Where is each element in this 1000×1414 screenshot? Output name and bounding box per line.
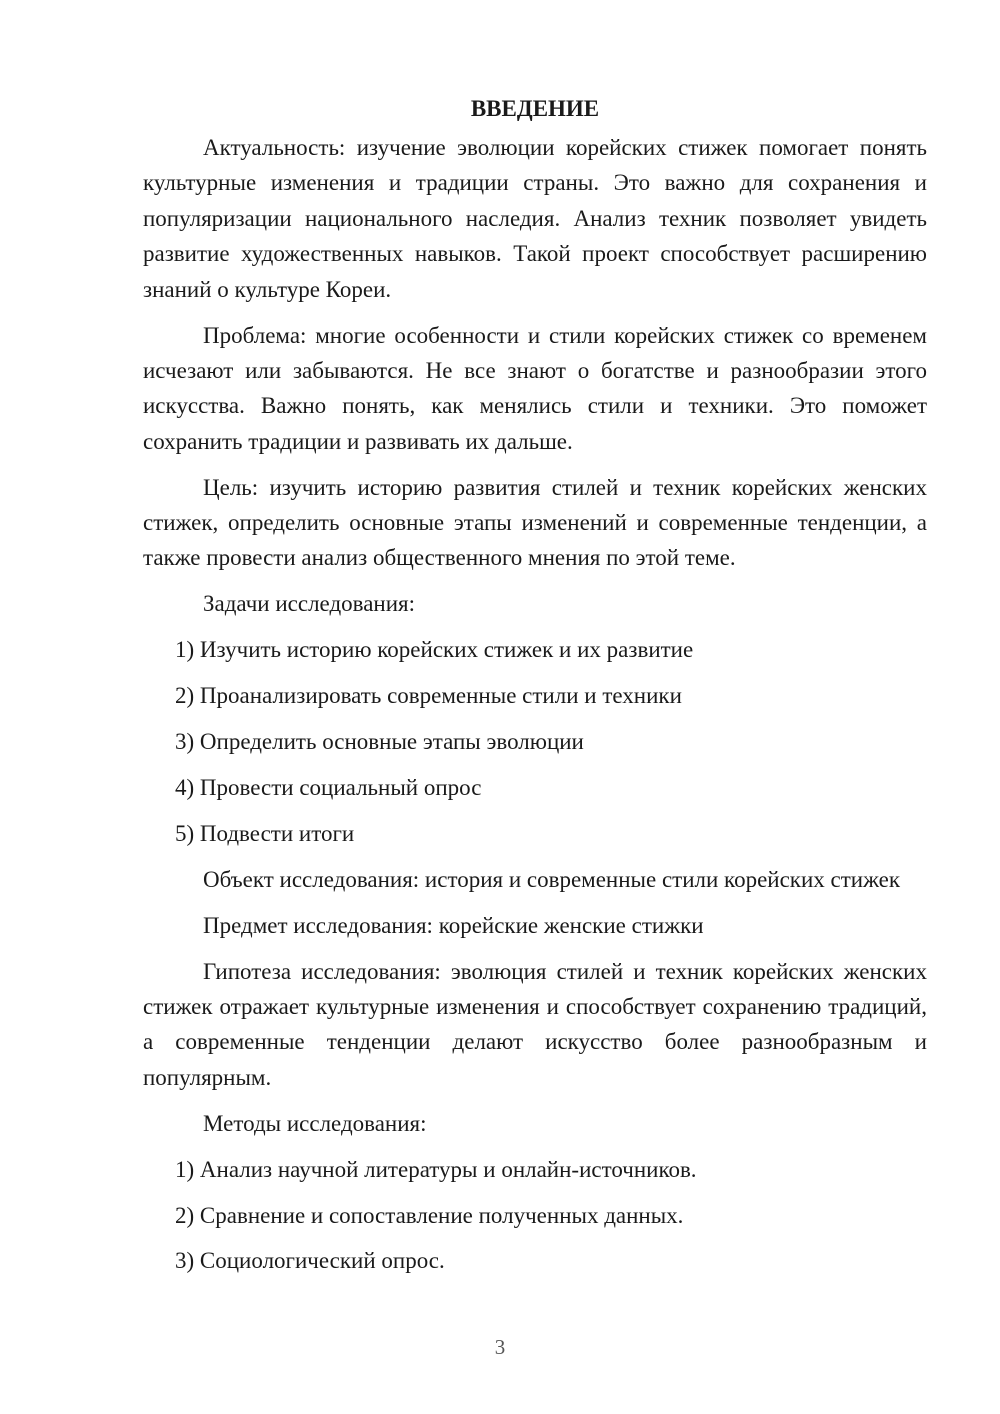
task-item: 5) Подвести итоги — [175, 820, 355, 846]
method-item: 1) Анализ научной литературы и онлайн-источников. — [175, 1156, 697, 1182]
problem-paragraph: Проблема: многие особенности и стили корейских стижек со временем исчезают или забываются. Не все знают о богатстве и разнообразии этого искусства. Важно понять, как менялись стили и техники. Это поможет сохранить традиции и развивать их дальше. — [143, 322, 927, 454]
tasks-label: Задачи исследования: — [203, 591, 416, 617]
task-item: 1) Изучить историю корейских стижек и их развитие — [175, 637, 694, 663]
page-number: 3 — [494, 1335, 506, 1359]
method-item: 2) Сравнение и сопоставление полученных данных. — [175, 1202, 684, 1228]
task-item: 2) Проанализировать современные стили и техники — [175, 683, 682, 709]
method-item: 3) Социологический опрос. — [175, 1248, 445, 1274]
relevance-paragraph: Актуальность: изучение эволюции корейских стижек помогает понять культурные изменения и традиции страны. Это важно для сохранения и популяризации национального наследия. Анализ техник позволяет увидеть развитие художественных навыков. Такой проект способствует расширению знаний о культуре Кореи. — [143, 135, 927, 302]
methods-label: Методы исследования: — [203, 1110, 427, 1136]
subject-paragraph: Предмет исследования: корейские женские стижки — [203, 912, 704, 938]
goal-paragraph: Цель: изучить историю развития стилей и техник корейских женских стижек, определить основные этапы изменений и современные тенденции, а также провести анализ общественного мнения по этой теме. — [143, 474, 927, 571]
document-page — [143, 92, 927, 1289]
hypothesis-paragraph: Гипотеза исследования: эволюция стилей и техник корейских женских стижек отражает культурные изменения и способствует сохранению традиций, а современные тенденции делают искусство более разнообразным и популярным. — [143, 958, 927, 1090]
task-item: 3) Определить основные этапы эволюции — [175, 729, 584, 755]
object-paragraph: Объект исследования: история и современные стили корейских стижек — [203, 866, 901, 892]
task-item: 4) Провести социальный опрос — [175, 775, 482, 800]
page-title: ВВЕДЕНИЕ — [470, 96, 600, 121]
